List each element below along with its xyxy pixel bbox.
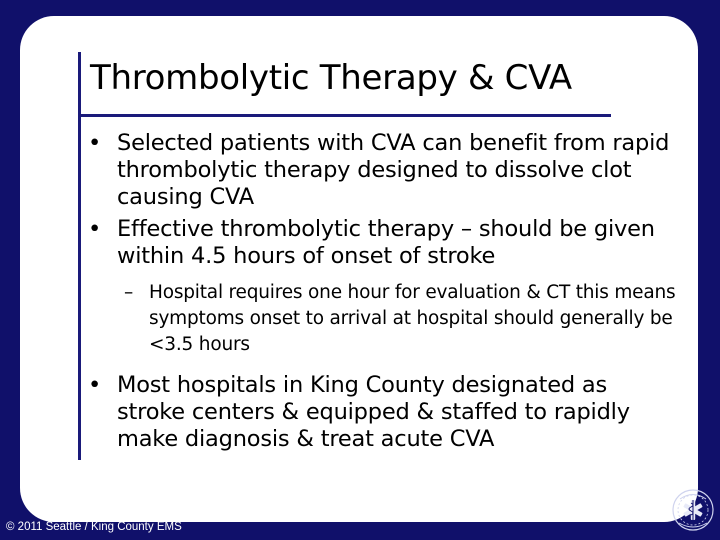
bullet-marker: •	[88, 216, 102, 242]
bullet-text: Effective thrombolytic therapy – should be given within 4.5 hours of onset of stroke	[117, 216, 655, 269]
star-of-life-seal-icon	[670, 487, 716, 533]
copyright-footer: © 2011 Seattle / King County EMS	[6, 521, 182, 533]
bullet-item	[88, 130, 678, 211]
bullet-text: Selected patients with CVA can benefit from rapid thrombolytic therapy designed to dissolve clot causing CVA	[117, 130, 670, 210]
bullet-item	[88, 216, 678, 270]
bullet-item	[88, 372, 678, 453]
bullet-marker: •	[88, 372, 102, 398]
title-underline	[78, 114, 611, 117]
slide-body	[88, 130, 678, 458]
sub-bullet-marker: –	[124, 282, 134, 303]
slide-title: Thrombolytic Therapy & CVA	[90, 58, 572, 98]
bullet-marker: •	[88, 130, 102, 156]
sub-bullet-item	[88, 280, 678, 358]
sub-bullet-text: Hospital requires one hour for evaluation & CT this means symptoms onset to arrival at hospital should generally be <3.5 hours	[149, 282, 676, 355]
bullet-text: Most hospitals in King County designated as stroke centers & equipped & staffed to rapidly make diagnosis & treat acute CVA	[117, 372, 630, 452]
